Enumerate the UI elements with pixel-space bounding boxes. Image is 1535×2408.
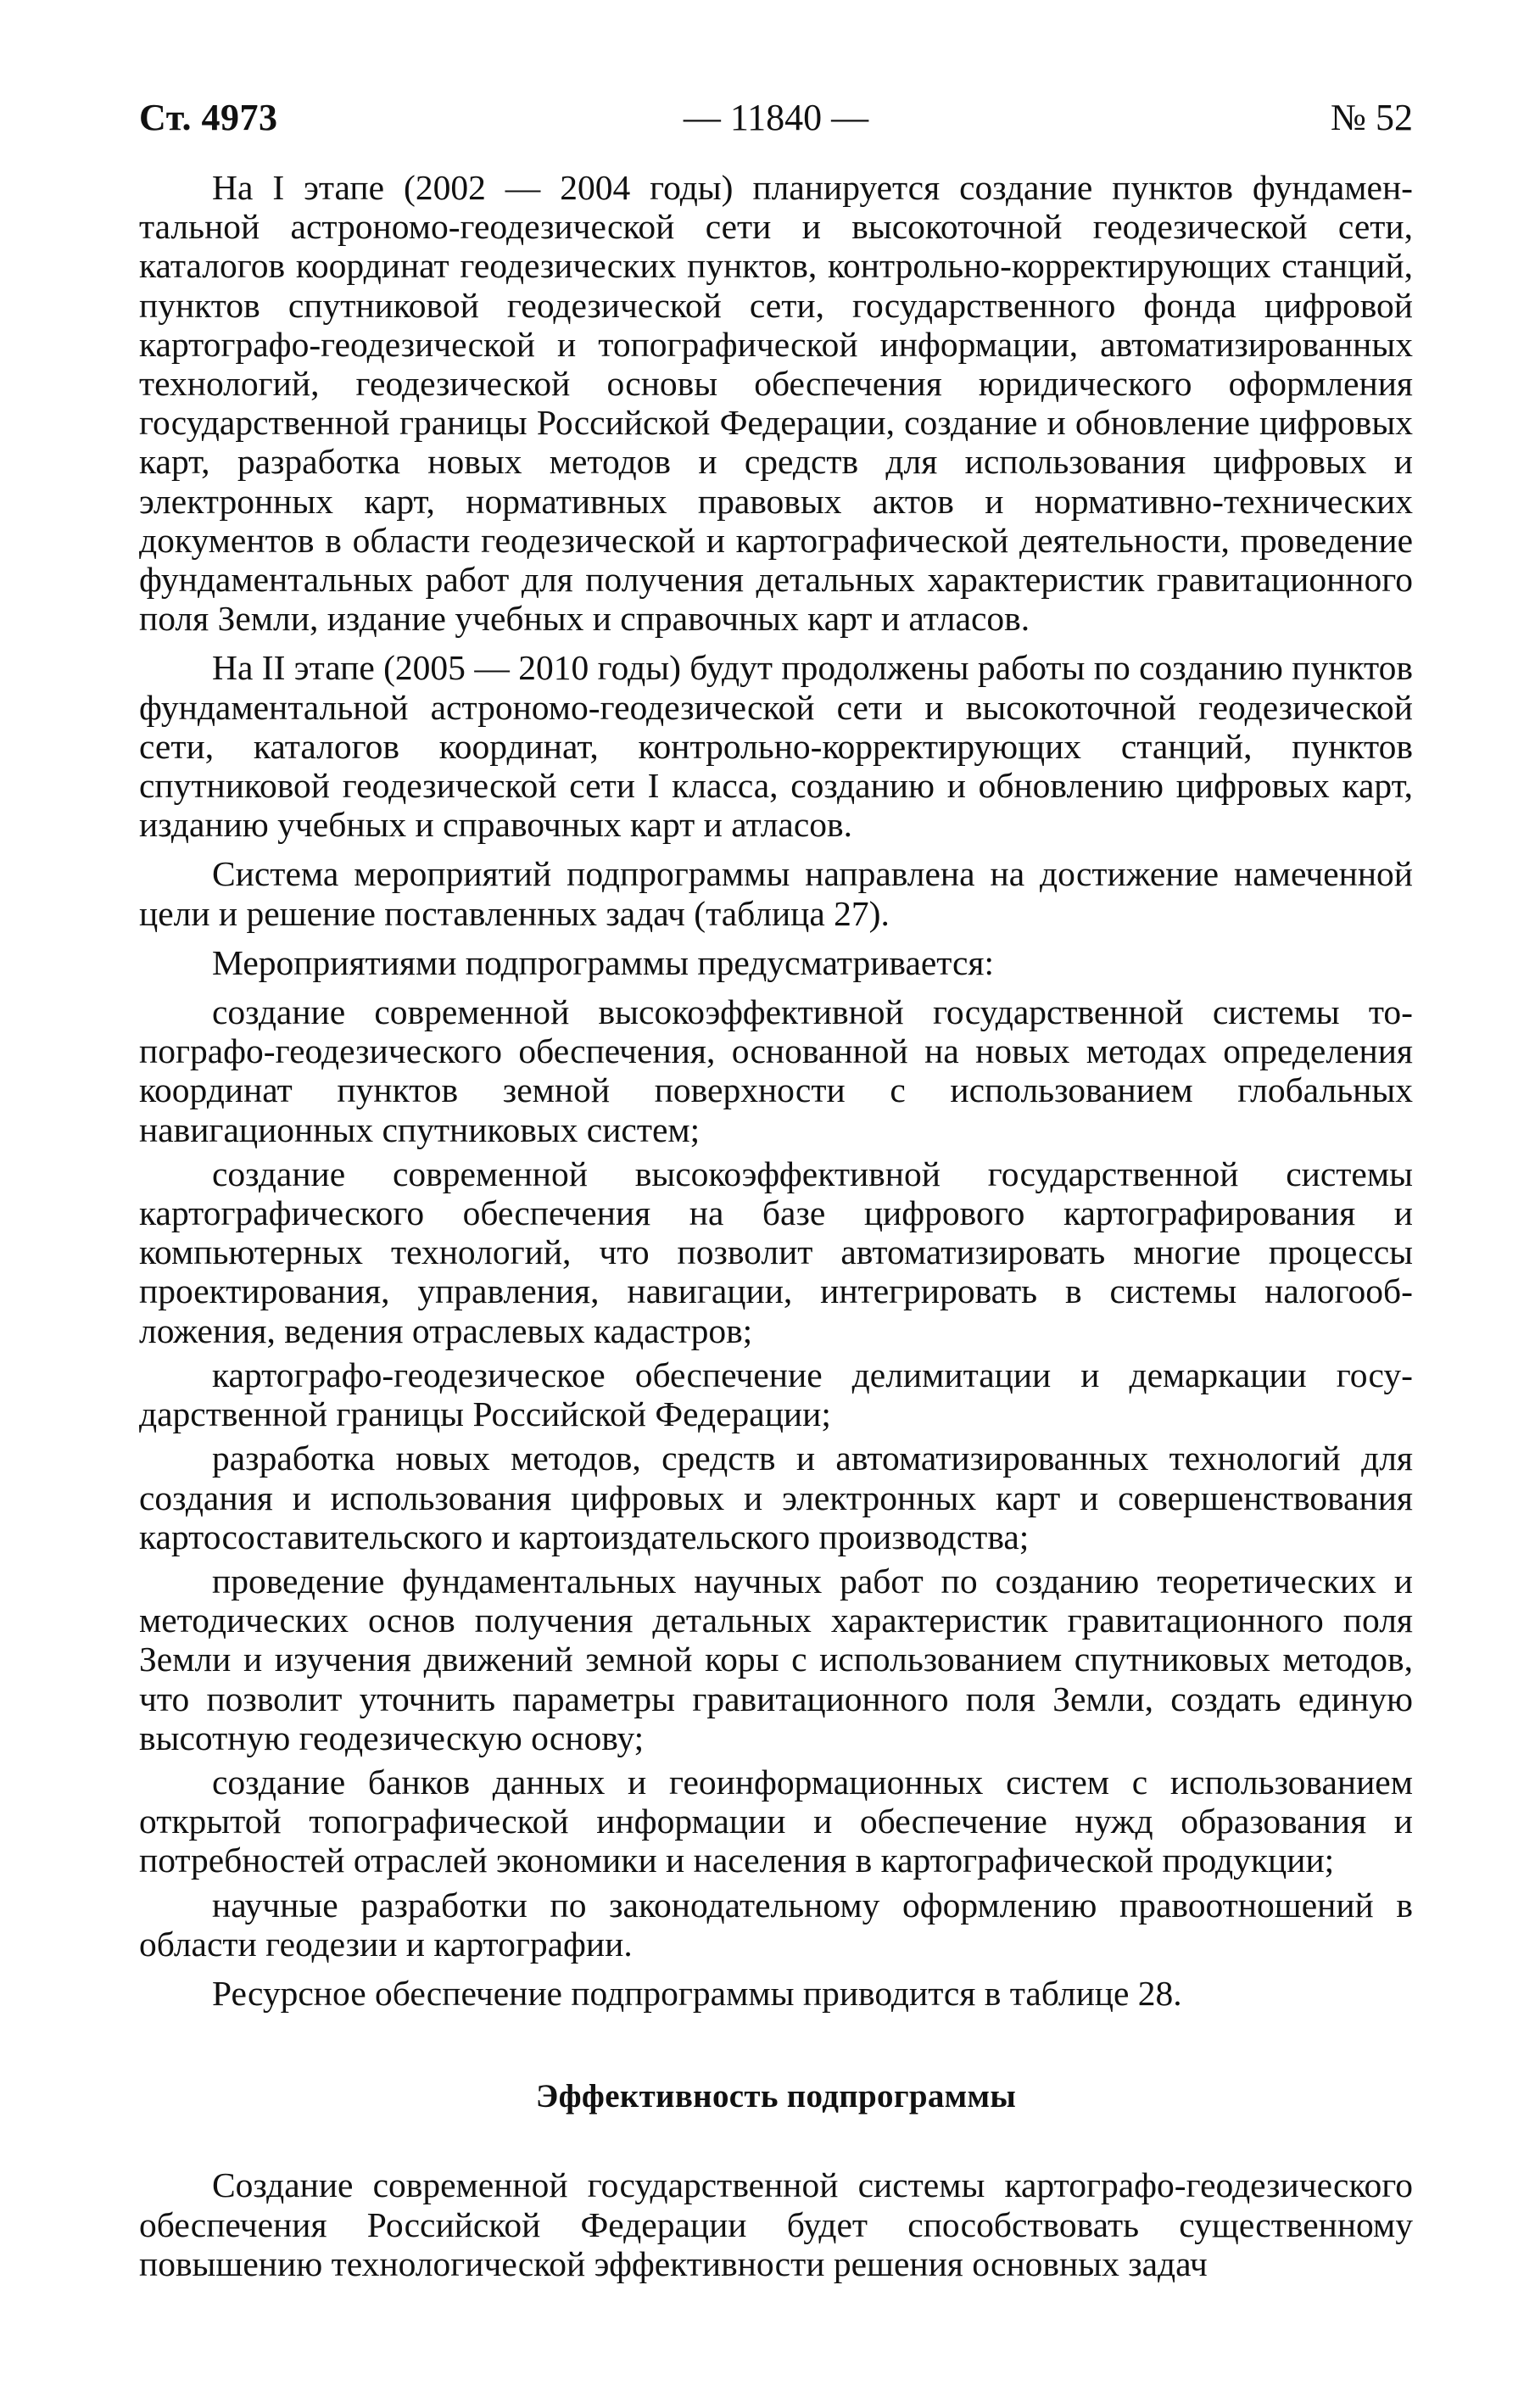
paragraph-effectiveness: Создание современной государственной системы картографо-геодезического обеспечения Российской Федерации будет способствовать существенному повышению технологической эффективности решения основных задач <box>139 2165 1413 2283</box>
list-item: картографо-геодезическое обеспечение делимитации и демаркации государственной границы Российской Федерации; <box>139 1355 1413 1434</box>
paragraph-measures-intro: Мероприятиями подпрограммы предусматривается: <box>212 942 994 982</box>
paragraph-system-of-measures: Система мероприятий подпрограммы направлена на достижение намеченной цели и решение поставленных задач (таблица 27). <box>139 854 1413 933</box>
issue-number: № 52 <box>1331 97 1413 138</box>
page-header <box>139 88 1413 148</box>
paragraph-stage-1: На I этапе (2002 — 2004 годы) планируется создание пунктов фундаментальной астрономо-геодезической сети и высокоточной геодезической сети, каталогов координат геодезических пунктов, контрольно-корректирующих станций, пунктов спутниковой геодезической сети, государственного фонда цифровой картографо-геодезической и топографической информации, автоматизированных технологий, геодезической основы обеспечения юридического оформления государственной границы Российской Федерации, создание и обновление цифровых карт, разработка новых методов и средств для использования цифровых и электронных карт, нормативных правовых актов и нормативно-технических документов в области геодезической и картографической деятельности, проведение фундаментальных работ для получения детальных характеристик гравитационного поля Земли, издание учебных и справочных карт и атласов. <box>139 168 1413 639</box>
page-body <box>139 168 1413 2283</box>
list-item: разработка новых методов, средств и автоматизированных технологий для создания и использования цифровых и электронных карт и совершенствования картосоставительского и картоиздательского производства; <box>139 1439 1413 1556</box>
page-number: — 11840 — <box>683 97 869 138</box>
list-item: создание современной высокоэффективной государственной системы топографо-геодезического обеспечения, основанной на новых методах определения координат пунктов земной поверхности с использованием глобальных навигационных спутниковых систем; <box>139 992 1413 1149</box>
list-item: создание современной высокоэффективной государственной системы картографического обеспечения на базе цифрового картографирования и компьютерных технологий, что позволит автоматизировать многие процессы проектирования, управления, навигации, интегрировать в системы налогообложения, ведения отраслевых кадастров; <box>139 1154 1413 1350</box>
section-heading: Эффективность подпрограммы <box>535 2078 1017 2115</box>
list-item: создание банков данных и геоинформационных систем с использованием открытой топографической информации и обеспечение нужд образования и потребностей отраслей экономики и населения в картографической продукции; <box>139 1762 1413 1880</box>
list-item: проведение фундаментальных научных работ по созданию теоретических и методических основ получения детальных характеристик гравитационного поля Земли и изучения движений земной коры с использованием спутниковых методов, что позволит уточнить параметры гравитационного поля Земли, создать единую высотную геодезическую основу; <box>139 1561 1413 1757</box>
page-article-number: Ст. 4973 <box>139 97 278 138</box>
paragraph-stage-2: На II этапе (2005 — 2010 годы) будут продолжены работы по созданию пунктов фундаментальной астрономо-геодезической сети и высокоточной геодезической сети, каталогов координат, контрольно-корректирующих станций, пунктов спутниковой геодезической сети I класса, созданию и обновлению цифровых карт, изданию учебных и справочных карт и атласов. <box>139 648 1413 845</box>
list-item: научные разработки по законодательному оформлению правоотношений в области геодезии и картографии. <box>139 1885 1413 1964</box>
paragraph-resources: Ресурсное обеспечение подпрограммы приводится в таблице 28. <box>212 1973 1182 2013</box>
